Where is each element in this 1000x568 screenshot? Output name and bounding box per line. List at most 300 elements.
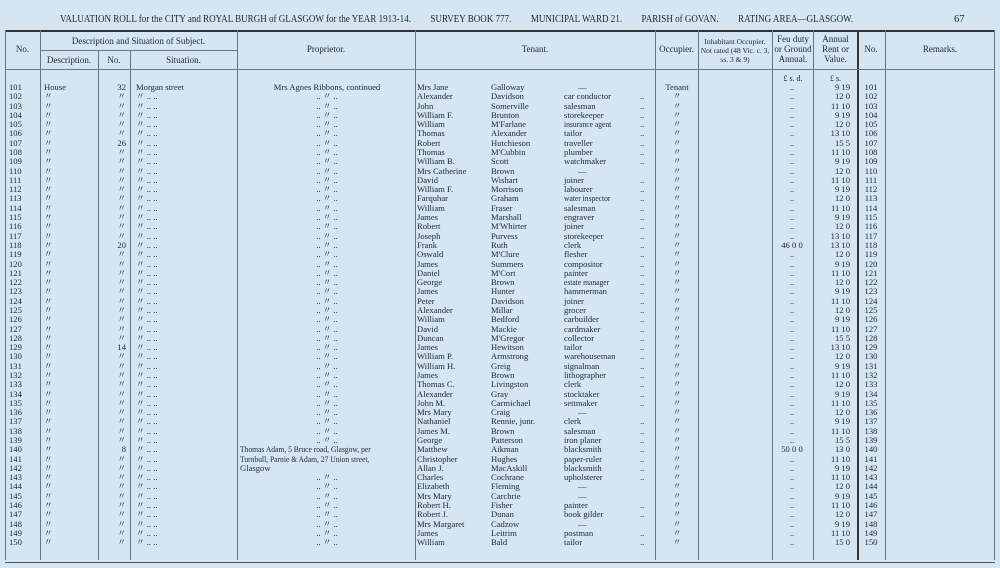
proprietor-cell: .. 〃 .. (316, 239, 338, 250)
annual-rent-cell: 9 19 (834, 360, 850, 371)
title-part: MUNICIPAL WARD 21. (530, 14, 623, 25)
row-number: 139 (9, 435, 22, 446)
row-number: 108 (9, 147, 22, 158)
house-number-cell: 〃 (117, 202, 126, 213)
row-number: 114 (9, 202, 22, 213)
tenant-occupation: joiner (564, 295, 585, 306)
tenant-first-name: Farquhar (417, 193, 449, 204)
situation-cell: 〃 .. .. (136, 407, 158, 418)
occupier-cell: 〃 (672, 360, 682, 371)
tenant-occupation: warehouseman (564, 351, 616, 362)
feu-duty-cell: .. (789, 323, 795, 334)
tenant-occupation: estate manager (564, 277, 610, 288)
tenant-occupation: tailor (564, 342, 583, 353)
page-title (60, 14, 870, 25)
situation-cell: 〃 .. .. (136, 444, 158, 455)
row-number-right: 137 (864, 416, 878, 427)
title-part: VALUATION ROLL for the CITY and ROYAL BURGH of GLASGOW for the YEAR 1913-14. (60, 14, 411, 25)
situation-cell: 〃 .. .. (136, 360, 158, 371)
title-part: PARISH of GOVAN. (641, 14, 719, 25)
row-number-right: 135 (864, 397, 878, 408)
occupier-cell: 〃 (672, 490, 682, 501)
tenant-first-name: James (417, 369, 439, 380)
tenant-occupation: blacksmith (564, 444, 602, 455)
row-number: 148 (9, 518, 22, 529)
row-number: 129 (9, 342, 22, 353)
tenant-occupation: salesman (564, 202, 596, 213)
situation-cell: 〃 .. .. (136, 174, 158, 185)
tenant-surname: M'Clure (491, 249, 520, 260)
tenant-surname: Carmichael (491, 397, 531, 408)
feu-duty-cell: .. (789, 286, 795, 297)
proprietor-cell: .. 〃 .. (316, 174, 338, 185)
tenant-first-name: Mrs Jane (417, 82, 449, 92)
description-cell: 〃 (44, 453, 53, 464)
tenant-occupation: flesher (564, 249, 588, 260)
situation-cell: 〃 .. .. (136, 239, 158, 250)
annual-rent-cell: 15 5 (834, 137, 850, 148)
occupier-cell: 〃 (672, 221, 682, 232)
tenant-occupation: plumber (564, 147, 593, 158)
situation-cell: 〃 .. .. (136, 490, 158, 501)
annual-rent-cell: 9 19 (834, 416, 850, 427)
proprietor-cell: .. 〃 .. (316, 369, 338, 380)
tenant-first-name: Thomas (417, 128, 445, 139)
leader-dots: .. (640, 137, 645, 148)
occupier-cell: 〃 (672, 304, 682, 315)
house-number-cell: 〃 (117, 109, 126, 120)
tenant-occupation: insurance agent (564, 119, 612, 130)
description-cell: 〃 (44, 147, 53, 158)
row-number-right: 119 (864, 249, 878, 260)
situation-cell: 〃 .. .. (136, 425, 158, 436)
proprietor-cell: Turnbull, Parnie & Adam, 27 Union street, (240, 453, 370, 464)
occupier-cell: 〃 (672, 100, 682, 111)
occupier-cell: 〃 (672, 277, 682, 288)
row-number-right: 146 (864, 500, 878, 511)
leader-dots: .. (640, 453, 645, 464)
house-number-cell: 〃 (117, 416, 126, 427)
leader-dots: .. (640, 286, 645, 297)
annual-rent-cell: 9 19 (834, 82, 850, 92)
annual-rent-cell: 9 19 (834, 314, 850, 325)
row-number: 136 (9, 407, 22, 418)
feu-duty-cell: 46 0 0 (781, 239, 803, 250)
annual-rent-cell: 11 10 (830, 425, 850, 436)
tenant-occupation: engraver (564, 212, 595, 223)
description-cell: 〃 (44, 286, 53, 297)
description-cell: 〃 (44, 332, 53, 343)
feu-duty-cell: .. (789, 304, 795, 315)
house-number-cell: 〃 (117, 369, 126, 380)
occupier-cell: 〃 (672, 435, 682, 446)
description-cell: 〃 (44, 444, 53, 455)
proprietor-cell: .. 〃 .. (316, 537, 338, 548)
occupier-cell: 〃 (672, 184, 682, 195)
row-number-right: 138 (864, 425, 878, 436)
proprietor-cell: .. 〃 .. (316, 397, 338, 408)
annual-rent-cell: 13 10 (830, 128, 850, 139)
feu-duty-cell: .. (789, 490, 795, 501)
house-number-cell: 14 (117, 342, 126, 353)
feu-duty-cell: .. (789, 314, 795, 325)
occupier-cell: 〃 (672, 174, 682, 185)
annual-rent-cell: 9 19 (834, 212, 850, 223)
proprietor-cell: Thomas Adam, 5 Bruce road, Glasgow, per (240, 444, 371, 455)
annual-rent-cell: 15 0 (834, 537, 850, 548)
proprietor-cell: .. 〃 .. (316, 165, 338, 176)
occupier-cell: 〃 (672, 527, 682, 538)
row-number-right: 118 (864, 239, 878, 250)
occupier-cell: 〃 (672, 156, 682, 167)
proprietor-cell: .. 〃 .. (316, 109, 338, 120)
feu-duty-cell: .. (789, 230, 795, 241)
house-number-cell: 〃 (117, 147, 126, 158)
col-remarks: Remarks. (922, 44, 958, 54)
annual-rent-cell: 15 5 (834, 332, 850, 343)
tenant-occupation: iron planer (564, 435, 602, 446)
house-number-cell: 〃 (117, 286, 126, 297)
leader-dots: .. (640, 332, 645, 343)
annual-rent-cell: 9 19 (834, 258, 850, 269)
feu-duty-cell: .. (789, 165, 795, 176)
row-number: 128 (9, 332, 22, 343)
row-number: 124 (9, 295, 22, 306)
tenant-first-name: Charles (417, 472, 444, 483)
description-cell: 〃 (44, 156, 53, 167)
annual-rent-cell: 13 0 (834, 444, 850, 455)
tenant-surname: Graham (491, 193, 519, 204)
house-number-cell: 〃 (117, 184, 126, 195)
row-number: 146 (9, 500, 22, 511)
description-cell: 〃 (44, 119, 53, 130)
description-cell: 〃 (44, 267, 53, 278)
occupier-cell: 〃 (672, 351, 682, 362)
row-number-right: 109 (864, 156, 878, 167)
row-number: 147 (9, 509, 22, 520)
feu-duty-cell: .. (789, 277, 795, 288)
proprietor-cell: .. 〃 .. (316, 490, 338, 501)
situation-cell: 〃 .. .. (136, 221, 158, 232)
proprietor-cell: .. 〃 .. (316, 342, 338, 353)
row-number-right: 126 (864, 314, 878, 325)
annual-rent-cell: 13 10 (830, 342, 850, 353)
tenant-first-name: Robert H. (417, 500, 451, 511)
tenant-occupation: water inspector (564, 193, 611, 204)
row-number: 127 (9, 323, 22, 334)
house-number-cell: 〃 (117, 304, 126, 315)
feu-duty-cell: .. (789, 249, 795, 260)
tenant-surname: Hunter (491, 286, 515, 297)
tenant-occupation: hammerman (564, 286, 607, 297)
row-number-right: 127 (864, 323, 878, 334)
tenant-occupation: watchmaker (564, 156, 606, 167)
house-number-cell: 8 (121, 444, 126, 455)
leader-dots: .. (640, 202, 645, 213)
leader-dots: .. (640, 249, 645, 260)
feu-duty-cell: .. (789, 109, 795, 120)
situation-cell: 〃 .. .. (136, 323, 158, 334)
row-number-right: 136 (864, 407, 878, 418)
situation-cell: 〃 .. .. (136, 202, 158, 213)
leader-dots: .. (640, 462, 645, 473)
row-number: 142 (9, 462, 22, 473)
row-number-right: 108 (864, 147, 878, 158)
description-cell: 〃 (44, 91, 53, 102)
leader-dots: .. (640, 416, 645, 427)
situation-cell: 〃 .. .. (136, 249, 158, 260)
feu-duty-cell: .. (789, 267, 795, 278)
row-number: 113 (9, 193, 22, 204)
annual-rent-cell: 11 10 (830, 500, 850, 511)
tenant-occupation: — (578, 481, 587, 492)
house-number-cell: 〃 (117, 156, 126, 167)
tenant-surname: MacAskill (491, 462, 528, 473)
occupier-cell: 〃 (672, 230, 682, 241)
description-cell: 〃 (44, 351, 53, 362)
situation-cell: 〃 .. .. (136, 397, 158, 408)
leader-dots: .. (640, 128, 645, 139)
feu-duty-cell: 50 0 0 (781, 444, 803, 455)
situation-cell: 〃 .. .. (136, 481, 158, 492)
occupier-cell: 〃 (672, 128, 682, 139)
situation-cell: 〃 .. .. (136, 147, 158, 158)
feu-duty-cell: .. (789, 119, 795, 130)
tenant-occupation: joiner (564, 221, 585, 232)
row-number-right: 144 (864, 481, 878, 492)
leader-dots: .. (640, 369, 645, 380)
row-number-right: 101 (864, 82, 878, 92)
col-description: Description. (46, 55, 92, 65)
table-row (0, 157, 1000, 166)
tenant-occupation: — (578, 518, 587, 529)
description-cell: 〃 (44, 295, 53, 306)
annual-rent-cell: 9 19 (834, 184, 850, 195)
proprietor-cell: .. 〃 .. (316, 360, 338, 371)
feu-duty-cell: .. (789, 360, 795, 371)
house-number-cell: 〃 (117, 481, 126, 492)
annual-rent-cell: 12 0 (834, 304, 850, 315)
situation-cell: 〃 .. .. (136, 91, 158, 102)
situation-cell: 〃 .. .. (136, 453, 158, 464)
proprietor-cell: .. 〃 .. (316, 202, 338, 213)
row-number-right: 150 (864, 537, 878, 548)
tenant-surname: M'Cort (491, 267, 516, 278)
annual-rent-cell: 12 0 (834, 91, 850, 102)
row-number-right: 125 (864, 304, 878, 315)
col-feu: Feu duty or Ground Annual. (774, 34, 812, 64)
tenant-surname: Brown (491, 369, 515, 380)
col-situation: Situation. (166, 55, 201, 65)
situation-cell: 〃 .. .. (136, 509, 158, 520)
occupier-cell: 〃 (672, 202, 682, 213)
tenant-first-name: William (417, 119, 445, 130)
row-number-right: 121 (864, 267, 878, 278)
tenant-first-name: James (417, 342, 439, 353)
description-cell: 〃 (44, 527, 53, 538)
situation-cell: 〃 .. .. (136, 527, 158, 538)
row-number: 116 (9, 221, 22, 232)
row-number-right: 113 (864, 193, 878, 204)
house-number-cell: 〃 (117, 407, 126, 418)
proprietor-cell: .. 〃 .. (316, 388, 338, 399)
feu-duty-cell: .. (789, 184, 795, 195)
feu-duty-cell: .. (789, 462, 795, 473)
proprietor-cell: .. 〃 .. (316, 128, 338, 139)
row-number-right: 115 (864, 212, 878, 223)
tenant-surname: Dunan (491, 509, 514, 520)
situation-cell: 〃 .. .. (136, 416, 158, 427)
row-number: 111 (9, 174, 22, 185)
occupier-cell: 〃 (672, 193, 682, 204)
occupier-cell: 〃 (672, 462, 682, 473)
divider (5, 69, 995, 70)
house-number-cell: 〃 (117, 295, 126, 306)
tenant-first-name: James (417, 286, 439, 297)
leader-dots: .. (640, 388, 645, 399)
tenant-first-name: Daniel (417, 267, 440, 278)
occupier-cell: 〃 (672, 379, 682, 390)
description-cell: 〃 (44, 165, 53, 176)
tenant-surname: Armstrong (491, 351, 529, 362)
tenant-surname: Millar (491, 304, 513, 315)
feu-duty-cell: .. (789, 425, 795, 436)
leader-dots: .. (640, 472, 645, 483)
description-cell: 〃 (44, 137, 53, 148)
row-number: 133 (9, 379, 22, 390)
house-number-cell: 〃 (117, 221, 126, 232)
annual-rent-cell: 15 5 (834, 435, 850, 446)
house-number-cell: 〃 (117, 397, 126, 408)
proprietor-cell: .. 〃 .. (316, 527, 338, 538)
tenant-first-name: John M. (417, 397, 446, 408)
feu-duty-cell: .. (789, 295, 795, 306)
feu-units: £ s. d. (783, 74, 803, 83)
tenant-surname: Alexander (491, 128, 527, 139)
situation-cell: 〃 .. .. (136, 388, 158, 399)
proprietor-cell: .. 〃 .. (316, 304, 338, 315)
situation-cell: 〃 .. .. (136, 137, 158, 148)
leader-dots: .. (640, 295, 645, 306)
title-part: RATING AREA—GLASGOW. (738, 14, 854, 25)
tenant-surname: Bedford (491, 314, 520, 325)
annual-rent-cell: 11 10 (830, 100, 850, 111)
tenant-first-name: David (417, 323, 439, 334)
proprietor-cell: .. 〃 .. (316, 407, 338, 418)
house-number-cell: 〃 (117, 100, 126, 111)
proprietor-cell: .. 〃 .. (316, 481, 338, 492)
row-number: 145 (9, 490, 22, 501)
table-row (0, 315, 1000, 324)
tenant-surname: Fisher (491, 500, 513, 511)
feu-duty-cell: .. (789, 351, 795, 362)
row-number-right: 104 (864, 109, 878, 120)
description-cell: 〃 (44, 304, 53, 315)
house-number-cell: 〃 (117, 258, 126, 269)
tenant-occupation: stocktaker (564, 388, 600, 399)
proprietor-cell: .. 〃 .. (316, 212, 338, 223)
tenant-surname: M'Cubbin (491, 147, 526, 158)
occupier-cell: 〃 (672, 481, 682, 492)
row-number-right: 148 (864, 518, 878, 529)
annual-rent-cell: 11 10 (830, 369, 850, 380)
house-number-cell: 〃 (117, 314, 126, 325)
tenant-surname: M'Farlane (491, 119, 526, 130)
occupier-cell: 〃 (672, 332, 682, 343)
page-number: 67 (954, 14, 965, 25)
leader-dots: .. (640, 100, 645, 111)
house-number-cell: 32 (117, 82, 126, 92)
feu-duty-cell: .. (789, 397, 795, 408)
description-cell: 〃 (44, 277, 53, 288)
row-number: 119 (9, 249, 22, 260)
annual-rent-cell: 11 10 (830, 527, 850, 538)
tenant-occupation: storekeeper (564, 230, 604, 241)
occupier-cell: 〃 (672, 500, 682, 511)
annual-rent-cell: 13 10 (830, 230, 850, 241)
leader-dots: .. (640, 360, 645, 371)
feu-duty-cell: .. (789, 537, 795, 548)
occupier-cell: 〃 (672, 119, 682, 130)
leader-dots: .. (640, 147, 645, 158)
tenant-surname: Davidson (491, 295, 524, 306)
tenant-first-name: James (417, 258, 439, 269)
tenant-surname: Hutchieson (491, 137, 531, 148)
row-number: 105 (9, 119, 22, 130)
tenant-occupation: painter (564, 267, 588, 278)
proprietor-cell: .. 〃 .. (316, 379, 338, 390)
row-number: 118 (9, 239, 22, 250)
tenant-first-name: Joseph (417, 230, 441, 241)
tenant-first-name: James M. (417, 425, 450, 436)
leader-dots: .. (640, 351, 645, 362)
house-number-cell: 〃 (117, 193, 126, 204)
row-number: 144 (9, 481, 22, 492)
annual-rent-cell: 12 0 (834, 407, 850, 418)
row-number: 101 (9, 82, 22, 92)
tenant-surname: Hughes (491, 453, 518, 464)
tenant-first-name: Allan J. (417, 462, 444, 473)
leader-dots: .. (640, 212, 645, 223)
feu-duty-cell: .. (789, 156, 795, 167)
row-number-right: 117 (864, 230, 878, 241)
tenant-first-name: Mrs Mary (417, 407, 452, 418)
col-occupier: Occupier. (659, 44, 694, 54)
tenant-first-name: William (417, 537, 445, 548)
situation-cell: 〃 .. .. (136, 100, 158, 111)
tenant-surname: Brunton (491, 109, 520, 120)
feu-duty-cell: .. (789, 128, 795, 139)
tenant-surname: Cadzow (491, 518, 520, 529)
situation-cell: 〃 .. .. (136, 369, 158, 380)
description-cell: 〃 (44, 212, 53, 223)
annual-rent-cell: 11 10 (830, 267, 850, 278)
row-number-right: 131 (864, 360, 878, 371)
row-number-right: 122 (864, 277, 878, 288)
description-cell: 〃 (44, 109, 53, 120)
feu-duty-cell: .. (789, 500, 795, 511)
house-number-cell: 〃 (117, 537, 126, 548)
tenant-occupation: salesman (564, 100, 596, 111)
leader-dots: .. (640, 221, 645, 232)
leader-dots: .. (640, 397, 645, 408)
proprietor-cell: .. 〃 .. (316, 119, 338, 130)
row-number-right: 107 (864, 137, 878, 148)
description-cell: 〃 (44, 481, 53, 492)
annual-rent-cell: 9 19 (834, 109, 850, 120)
proprietor-cell: .. 〃 .. (316, 500, 338, 511)
tenant-occupation: paper-ruler (564, 453, 602, 464)
